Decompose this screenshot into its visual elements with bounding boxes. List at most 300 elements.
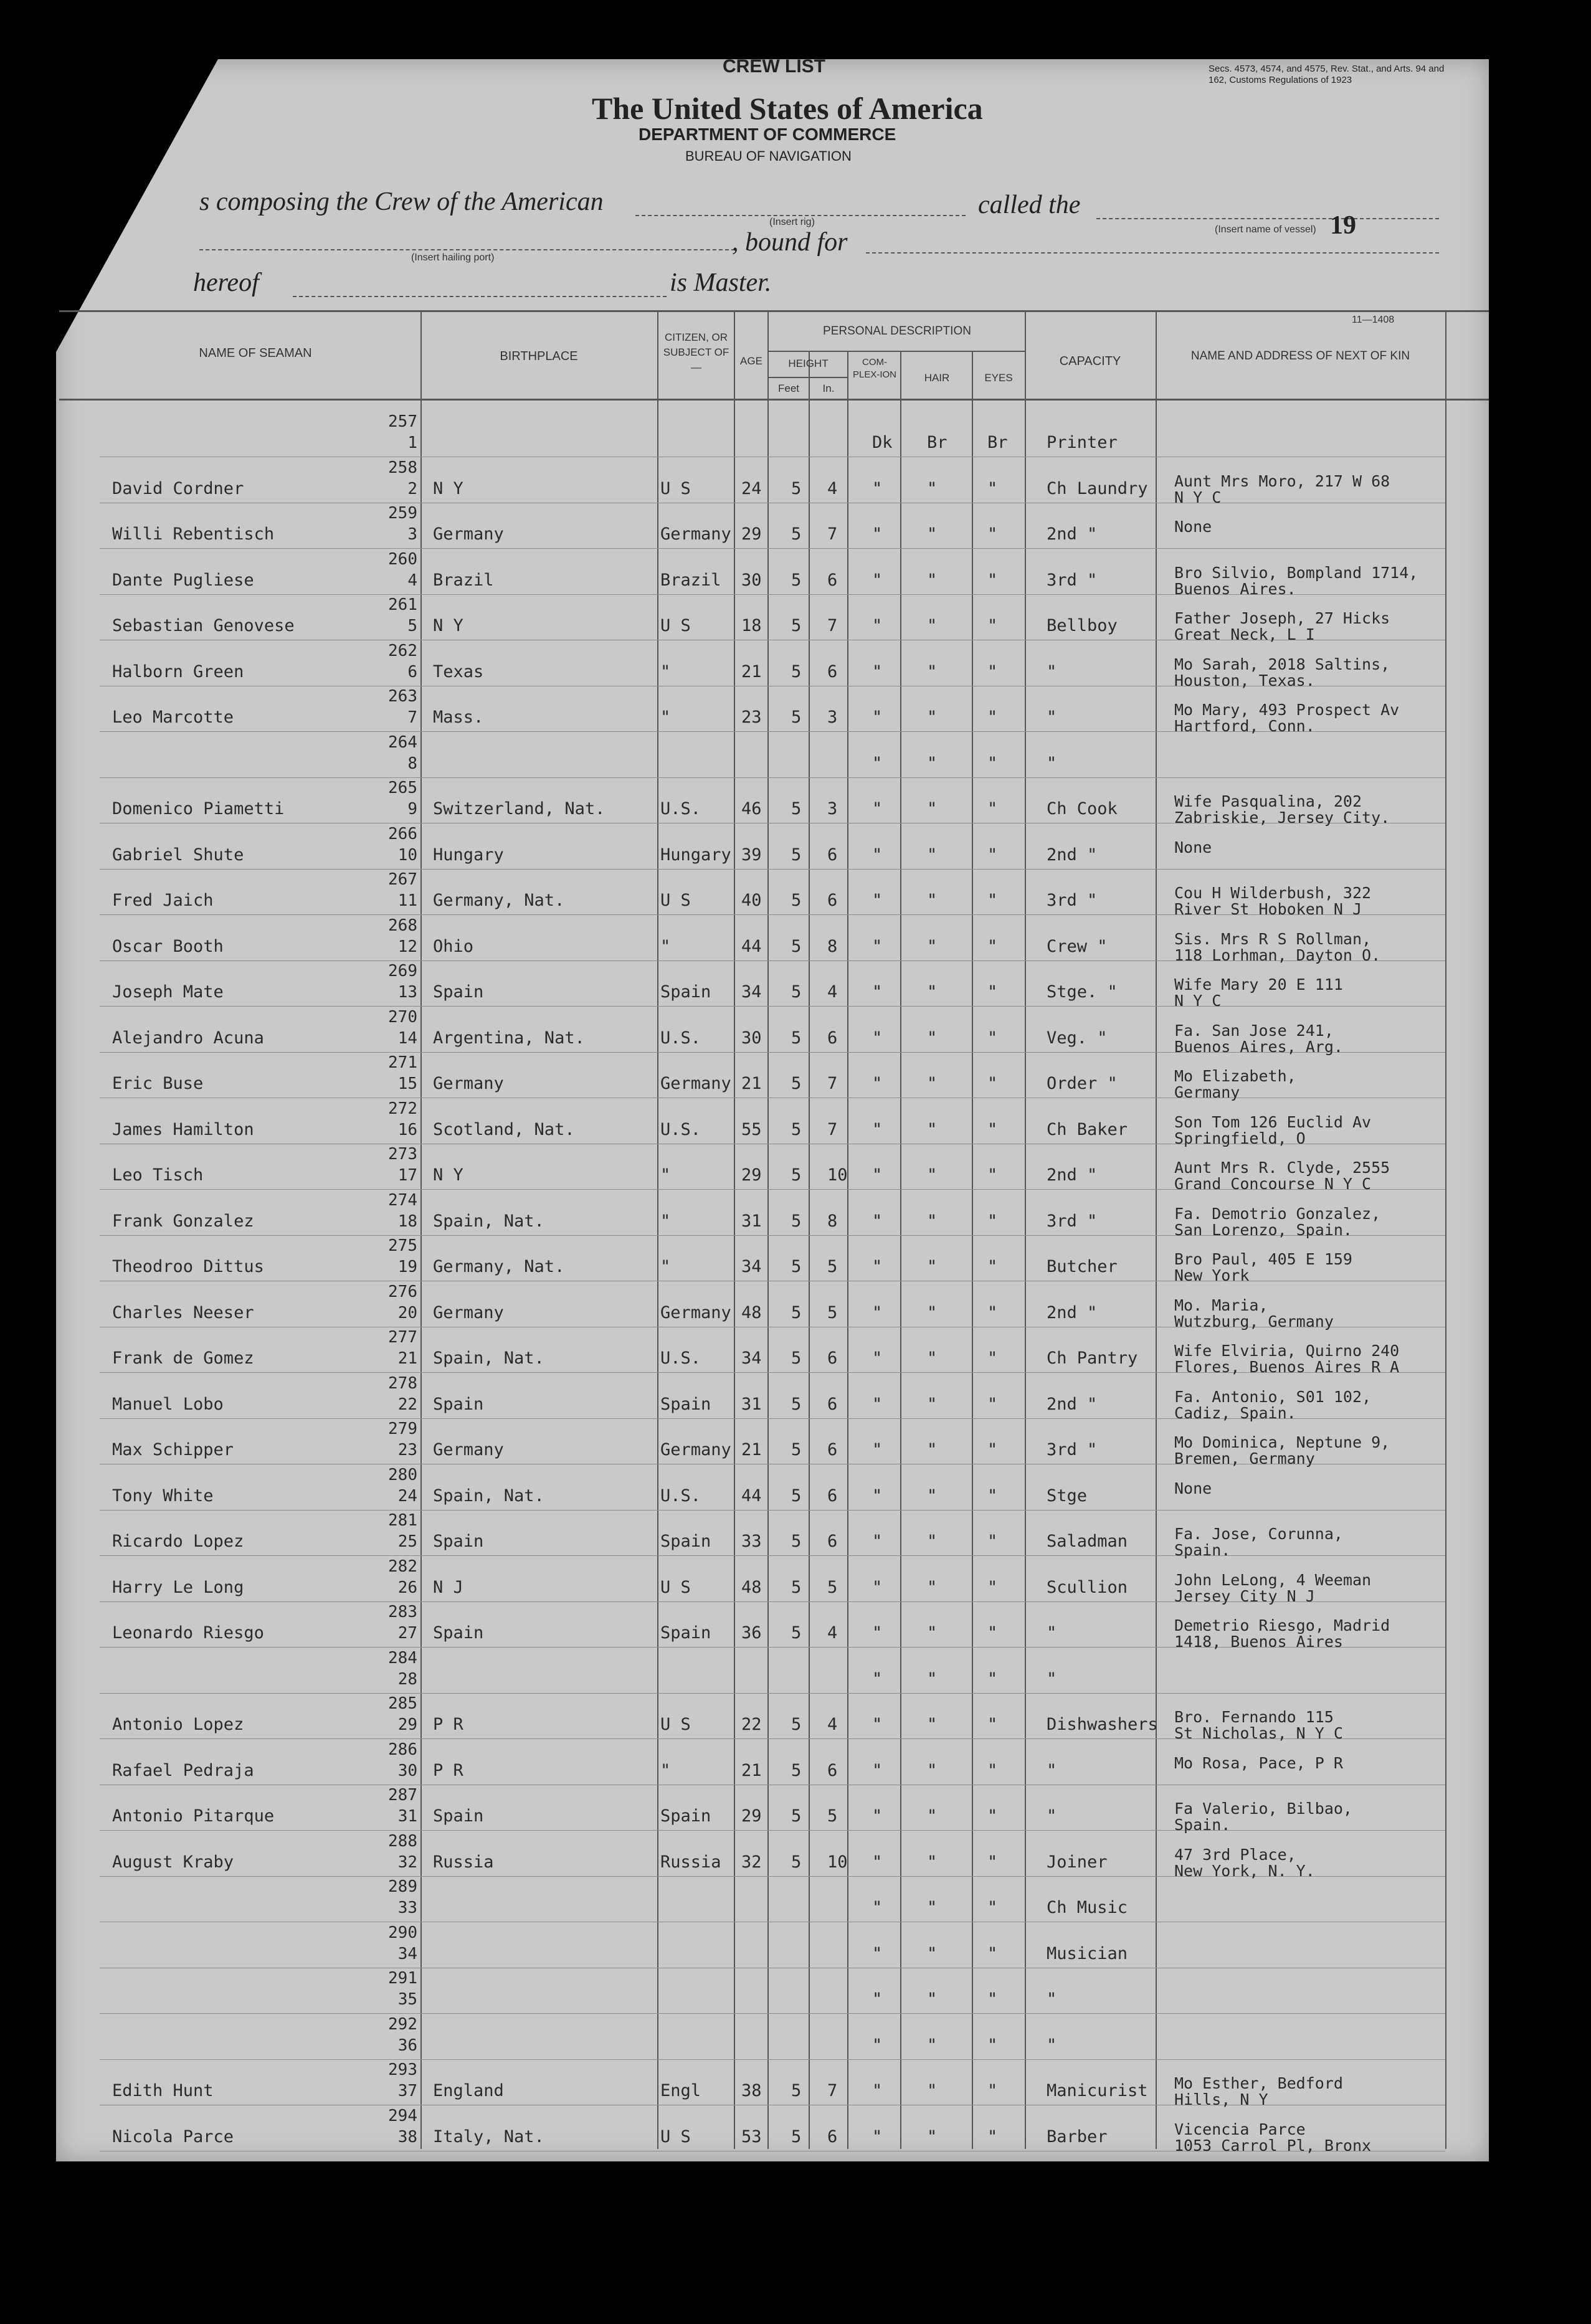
line-number: 32 [397,1852,417,1872]
complexion: " [872,1760,883,1780]
col-header-age: AGE [740,355,762,367]
table-row [100,1281,1445,1330]
citizenship: Spain [660,1394,711,1414]
age: 21 [741,1760,762,1780]
line-number: 11 [397,891,417,910]
birthplace: Germany [433,1302,504,1322]
line-number: 3 [407,525,417,544]
sequence-number: 290 [388,1923,417,1942]
line-number: 30 [397,1761,417,1780]
height-feet: 5 [791,1715,802,1734]
age: 22 [741,1715,762,1734]
seaman-name: Sebastian Genovese [112,616,295,635]
line-number: 9 [407,800,417,818]
next-of-kin-line1: Demetrio Riesgo, Madrid [1174,1616,1390,1634]
line-number: 27 [397,1624,417,1643]
line-number: 8 [407,754,417,773]
next-of-kin-line2: Grand Concourse N Y C [1174,1175,1372,1193]
line-number: 21 [397,1349,417,1368]
table-row [100,1739,1445,1785]
seaman-name: Rafael Pedraja [112,1760,254,1780]
hair: " [927,1715,938,1734]
citizenship: U.S. [660,1119,701,1139]
age: 29 [741,524,762,544]
crew-line-text: s composing the Crew of the American [199,187,604,216]
eyes: " [987,1532,998,1551]
table-row [100,960,1445,1010]
seaman-name: Frank de Gomez [112,1349,254,1368]
age: 34 [741,1257,762,1276]
table-row [100,2014,1445,2060]
eyes: " [987,936,998,956]
citizenship: Hungary [660,845,731,865]
height-inches: 6 [827,1349,838,1368]
complexion: " [872,1440,883,1459]
eyes: " [987,2081,998,2100]
next-of-kin-line1: Aunt Mrs R. Clyde, 2555 [1174,1159,1390,1177]
table-row [100,1235,1445,1284]
line-number: 29 [397,1715,417,1734]
height-inches: 3 [827,799,838,818]
complexion: " [872,982,883,1002]
next-of-kin-line1: Mo Esther, Bedford [1174,2074,1343,2092]
age: 55 [741,1119,762,1139]
sequence-number: 270 [388,1007,417,1027]
hair: " [927,1760,938,1780]
complexion: " [872,2127,883,2146]
sequence-number: 287 [388,1786,417,1805]
line-number: 28 [397,1669,417,1689]
height-inches: 5 [827,1806,838,1826]
age: 30 [741,570,762,590]
birthplace: N Y [433,616,463,635]
capacity: " [1047,1669,1057,1689]
sequence-number: 265 [388,779,417,797]
line-number: 15 [397,1074,417,1093]
vessel-field [1096,218,1439,219]
sequence-number: 294 [388,2106,417,2125]
complexion: " [872,799,883,818]
height-feet: 5 [791,1165,802,1185]
height-feet: 5 [791,570,802,590]
birthplace: England [433,2081,504,2100]
line-number: 1 [407,434,417,452]
next-of-kin-line1: Fa. San Jose 241, [1174,1021,1334,1040]
line-number: 18 [397,1212,417,1231]
capacity: Bellboy [1047,616,1118,635]
citizenship: U S [660,1715,691,1734]
sequence-number: 278 [388,1373,417,1393]
hair: " [927,1074,938,1093]
next-of-kin-line1: Wife Pasqualina, 202 [1174,792,1362,810]
next-of-kin-line2: New York [1174,1266,1250,1284]
next-of-kin-line1: Wife Elviria, Quirno 240 [1174,1342,1400,1360]
citizenship: U.S. [660,1028,701,1048]
line-number: 4 [407,571,417,590]
capacity: Manicurist [1047,2081,1148,2100]
table-row [100,777,1445,827]
age: 48 [741,1577,762,1597]
citizenship: U S [660,478,691,498]
complexion: " [872,891,883,910]
sequence-number: 271 [388,1053,417,1072]
citizenship: U S [660,891,691,910]
sequence-number: 288 [388,1831,417,1851]
complexion: " [872,1302,883,1322]
sequence-number: 272 [388,1099,417,1118]
sequence-number: 279 [388,1420,417,1438]
height-inches: 10 [827,1852,848,1872]
next-of-kin-line2: N Y C [1174,992,1222,1010]
sequence-number: 275 [388,1236,417,1255]
complexion: Dk [872,433,893,452]
eyes: " [987,1165,998,1185]
height-feet: 5 [791,1394,802,1414]
next-of-kin-line1: Mo Rosa, Pace, P R [1174,1753,1343,1772]
eyes: " [987,2127,998,2146]
hair: " [927,1119,938,1139]
citizenship: Germany [660,1074,731,1093]
next-of-kin-line2: Flores, Buenos Aires R A [1174,1358,1400,1376]
complexion: " [872,1486,883,1506]
height-inches: 5 [827,1302,838,1322]
sequence-number: 273 [388,1145,417,1164]
citizenship: U S [660,1577,691,1597]
line-number: 24 [397,1486,417,1506]
height-inches: 6 [827,1394,838,1414]
capacity: Barber [1047,2127,1108,2146]
capacity: Scullion [1047,1577,1128,1597]
birthplace: Mass. [433,708,484,727]
next-of-kin-line2: Bremen, Germany [1174,1449,1315,1468]
birthplace: Germany, Nat. [433,891,565,910]
next-of-kin-line2: New York, N. Y. [1174,1861,1315,1880]
complexion: " [872,1715,883,1734]
line-number: 34 [397,1944,417,1963]
citizenship: Brazil [660,570,721,590]
next-of-kin-line2: Spain. [1174,1816,1231,1834]
hailing-port-field [199,249,735,250]
next-of-kin-line2: Germany [1174,1083,1240,1101]
table-row [100,1785,1445,1834]
table-row [100,1556,1445,1605]
height-feet: 5 [791,891,802,910]
eyes: " [987,1990,998,2009]
age: 21 [741,1440,762,1459]
next-of-kin-line1: Cou H Wilderbush, 322 [1174,884,1372,902]
birthplace: Scotland, Nat. [433,1119,575,1139]
height-feet: 5 [791,1440,802,1459]
capacity: 2nd " [1047,845,1098,865]
age: 36 [741,1623,762,1643]
hair: " [927,1577,938,1597]
sequence-number: 261 [388,595,417,614]
hair: " [927,1806,938,1826]
height-feet: 5 [791,1211,802,1231]
complexion: " [872,662,883,681]
height-feet: 5 [791,1806,802,1826]
capacity: Printer [1047,433,1118,452]
rig-hint: (Insert rig) [769,217,815,227]
hair: " [927,799,938,818]
next-of-kin-line2: Wutzburg, Germany [1174,1312,1334,1330]
eyes: " [987,1440,998,1459]
bureau-name: BUREAU OF NAVIGATION [685,148,852,164]
col-header-personal: PERSONAL DESCRIPTION [823,325,971,338]
age: 21 [741,662,762,681]
seaman-name: Dante Pugliese [112,570,254,590]
citizenship: " [660,1211,671,1231]
complexion: " [872,1943,883,1963]
complexion: " [872,1669,883,1689]
next-of-kin-line1: Mo Sarah, 2018 Saltins, [1174,655,1390,673]
height-inches: 6 [827,1532,838,1551]
form-title: CREW LIST [723,56,825,77]
complexion: " [872,1119,883,1139]
height-feet: 5 [791,708,802,727]
line-number: 5 [407,617,417,635]
citizenship: U.S. [660,1486,701,1506]
hair: " [927,708,938,727]
eyes: " [987,1806,998,1826]
col-header-eyes: EYES [984,372,1013,384]
eyes: " [987,1623,998,1643]
birthplace: P R [433,1715,463,1734]
hair: " [927,662,938,681]
birthplace: Germany [433,524,504,544]
capacity: " [1047,1990,1057,2009]
birthplace: Spain [433,982,484,1002]
birthplace: N J [433,1577,463,1597]
age: 33 [741,1532,762,1551]
birthplace: Brazil [433,570,494,590]
master-field [293,296,667,297]
next-of-kin-line1: Wife Mary 20 E 111 [1174,975,1343,994]
height-inches: 4 [827,982,838,1002]
seaman-name: Theodroo Dittus [112,1257,264,1276]
next-of-kin-line2: Springfield, O [1174,1129,1306,1147]
birthplace: Texas [433,662,484,681]
eyes: " [987,1852,998,1872]
height-inches: 4 [827,1623,838,1643]
complexion: " [872,616,883,635]
line-number: 2 [407,479,417,498]
col-header-name: NAME OF SEAMAN [199,346,312,360]
hair: " [927,1898,938,1917]
complexion: " [872,1532,883,1551]
age: 53 [741,2127,762,2146]
table-row [100,640,1445,690]
complexion: " [872,570,883,590]
age: 44 [741,936,762,956]
table-row [100,1464,1445,1511]
birthplace: N Y [433,1165,463,1185]
seaman-name: Fred Jaich [112,891,214,910]
table-top-rule [59,310,1489,312]
birthplace: P R [433,1760,463,1780]
eyes: " [987,708,998,727]
birthplace: Hungary [433,845,504,865]
next-of-kin-line1: Bro Paul, 405 E 159 [1174,1250,1352,1268]
eyes: " [987,1486,998,1506]
birthplace: Spain, Nat. [433,1349,544,1368]
line-number: 7 [407,708,417,727]
age: 24 [741,478,762,498]
seaman-name: Max Schipper [112,1440,234,1459]
sequence-number: 259 [388,504,417,523]
sequence-number: 257 [388,412,417,431]
age: 48 [741,1302,762,1322]
capacity: Dishwashers [1047,1715,1158,1734]
next-of-kin-line1: None [1174,518,1212,536]
height-feet: 5 [791,845,802,865]
height-inches: 10 [827,1165,848,1185]
complexion: " [872,1074,883,1093]
sequence-number: 263 [388,687,417,706]
height-inches: 6 [827,570,838,590]
next-of-kin-line2: Spain. [1174,1541,1231,1559]
eyes: " [987,1302,998,1322]
hair: " [927,982,938,1002]
eyes: Br [987,433,1008,452]
next-of-kin-line1: Mo Dominica, Neptune 9, [1174,1433,1390,1451]
capacity: Butcher [1047,1257,1118,1276]
age: 34 [741,1349,762,1368]
height-feet: 5 [791,1852,802,1872]
birthplace: Spain [433,1806,484,1826]
age: 40 [741,891,762,910]
next-of-kin-line1: Father Joseph, 27 Hicks [1174,609,1390,627]
sequence-number: 277 [388,1328,417,1347]
hair: " [927,1165,938,1185]
birthplace: Ohio [433,936,474,956]
eyes: " [987,1394,998,1414]
next-of-kin-line1: John LeLong, 4 Weeman [1174,1570,1372,1589]
seaman-name: Gabriel Shute [112,845,244,865]
seaman-name: Frank Gonzalez [112,1211,254,1231]
height-feet: 5 [791,1486,802,1506]
table-row [100,1373,1445,1422]
seaman-name: Manuel Lobo [112,1394,224,1414]
seaman-name: Charles Neeser [112,1302,254,1322]
birthplace: Spain, Nat. [433,1211,544,1231]
eyes: " [987,524,998,544]
citizenship: " [660,662,671,681]
capacity: " [1047,1623,1057,1643]
seaman-name: Harry Le Long [112,1577,244,1597]
age: 31 [741,1211,762,1231]
seaman-name: Nicola Parce [112,2127,234,2146]
seaman-name: Willi Rebentisch [112,524,275,544]
hair: " [927,2127,938,2146]
height-rule [767,377,847,378]
hair: " [927,1028,938,1048]
destination-field [866,252,1439,254]
next-of-kin-line1: Fa. Jose, Corunna, [1174,1525,1343,1543]
hair: " [927,1486,938,1506]
line-number: 6 [407,662,417,681]
sequence-number: 276 [388,1282,417,1301]
next-of-kin-line1: Fa. Antonio, S01 102, [1174,1387,1372,1406]
table-row [100,457,1445,506]
hair: " [927,1623,938,1643]
capacity: " [1047,662,1057,681]
complexion: " [872,1623,883,1643]
next-of-kin-line2: St Nicholas, N Y C [1174,1724,1343,1742]
next-of-kin-line1: Bro Silvio, Bompland 1714, [1174,563,1418,582]
complexion: " [872,1349,883,1368]
citizenship: U S [660,2127,691,2146]
next-of-kin-line1: Bro. Fernando 115 [1174,1708,1334,1726]
height-feet: 5 [791,2081,802,2100]
next-of-kin-line2: Zabriskie, Jersey City. [1174,809,1390,827]
height-inches: 7 [827,2081,838,2100]
height-feet: 5 [791,1302,802,1322]
sequence-number: 262 [388,641,417,660]
age: 23 [741,708,762,727]
next-of-kin-line2: 1418, Buenos Aires [1174,1633,1343,1651]
citizenship: Russia [660,1852,721,1872]
capacity: Ch Baker [1047,1119,1128,1139]
next-of-kin-line2: N Y C [1174,488,1222,506]
height-inches: 6 [827,1486,838,1506]
eyes: " [987,1028,998,1048]
vessel-hint: (Insert name of vessel) [1215,224,1316,235]
table-row [100,1968,1445,2014]
next-of-kin-line2: San Lorenzo, Spain. [1174,1220,1352,1239]
capacity: Joiner [1047,1852,1108,1872]
height-inches: 6 [827,891,838,910]
sequence-number: 284 [388,1648,417,1667]
age: 31 [741,1394,762,1414]
line-number: 22 [397,1395,417,1414]
next-of-kin-line2: River St Hoboken N J [1174,900,1362,918]
hair: " [927,845,938,865]
eyes: " [987,982,998,1002]
age: 18 [741,616,762,635]
sequence-number: 268 [388,916,417,935]
complexion: " [872,2081,883,2100]
sequence-number: 280 [388,1465,417,1484]
next-of-kin-line2: Hills, N Y [1174,2090,1268,2108]
table-row [100,1327,1445,1376]
seaman-name: Domenico Piametti [112,799,285,818]
statute-note: Secs. 4573, 4574, and 4575, Rev. Stat., and Arts. 94 and 162, Customs Regulations of 1923 [1209,64,1445,85]
capacity: Stge. " [1047,982,1118,1002]
height-feet: 5 [791,1119,802,1139]
next-of-kin-line1: Vicencia Parce [1174,2120,1306,2138]
sequence-number: 274 [388,1190,417,1210]
eyes: " [987,616,998,635]
height-feet: 5 [791,1074,802,1093]
table-row [100,2105,1445,2155]
birthplace: Russia [433,1852,494,1872]
line-number: 33 [397,1899,417,1917]
height-feet: 5 [791,1028,802,1048]
capacity: 2nd " [1047,524,1098,544]
col-header-hair: HAIR [924,372,950,384]
citizenship: " [660,936,671,956]
capacity: " [1047,708,1057,727]
table-row [100,1831,1445,1880]
eyes: " [987,1715,998,1734]
is-master-text: is Master. [670,268,772,297]
citizenship: Germany [660,1302,731,1322]
seaman-name: August Kraby [112,1852,234,1872]
table-row [100,1693,1445,1742]
capacity: Musician [1047,1943,1128,1963]
line-number: 12 [397,937,417,956]
